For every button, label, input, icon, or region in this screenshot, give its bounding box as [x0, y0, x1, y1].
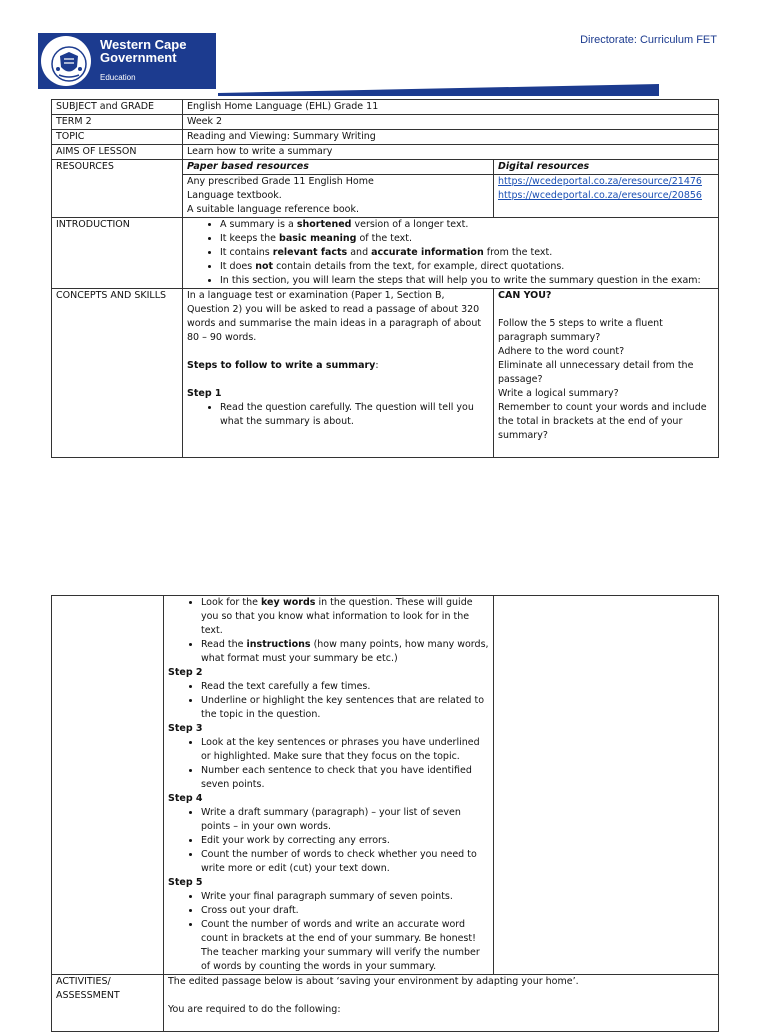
row-concepts	[52, 289, 719, 458]
step4-list	[168, 806, 489, 876]
row-activities	[52, 975, 719, 1032]
crest-badge	[41, 36, 91, 86]
header-accent-bar	[218, 84, 659, 96]
step4-heading: Step 4	[168, 793, 203, 804]
step5-heading: Step 5	[168, 877, 203, 888]
can-you-heading: CAN YOU?	[498, 290, 552, 301]
list-item: • Read the instructions (how many points, how many words, what format must your summary be etc.)	[201, 638, 489, 666]
row-topic	[52, 130, 719, 145]
wcg-logo	[38, 33, 216, 89]
can-you-content	[494, 289, 719, 458]
list-item: • Edit your work by correcting any errors.	[201, 834, 489, 848]
list-item: • Read the question carefully. The question will tell you what the summary is about.	[220, 401, 489, 429]
row-aims	[52, 145, 719, 160]
term-label: TERM 2	[52, 115, 183, 130]
resources-label: RESOURCES	[52, 160, 183, 218]
lesson-table-page2	[51, 595, 719, 1032]
list-item: • Underline or highlight the key sentences that are related to the topic in the question.	[201, 694, 489, 722]
step2-list	[168, 680, 489, 722]
introduction-list	[187, 218, 714, 288]
row-introduction	[52, 218, 719, 289]
can-you-item: Remember to count your words and include the total in brackets at the end of your summary?	[498, 402, 707, 441]
step5-list	[168, 890, 489, 974]
step2-heading: Step 2	[168, 667, 203, 678]
list-item: • Cross out your draft.	[201, 904, 489, 918]
can-you-item: Follow the 5 steps to write a fluent paragraph summary?	[498, 318, 663, 343]
aims-value: Learn how to write a summary	[183, 145, 719, 160]
activities-instruction: You are required to do the following:	[168, 1004, 341, 1015]
list-item: • Count the number of words to check whether you need to write more or edit (cut) your text down.	[201, 848, 489, 876]
lesson-table-page1	[51, 99, 719, 458]
empty-label-cell	[52, 596, 164, 975]
row-resources-headings	[52, 160, 719, 175]
empty-right-cell	[494, 596, 719, 975]
coat-of-arms-icon	[50, 45, 88, 83]
paper-resource-line: Any prescribed Grade 11 English Home	[187, 176, 374, 187]
paper-resource-line: Language textbook.	[187, 190, 282, 201]
list-item: • It keeps the basic meaning of the text.	[220, 232, 714, 246]
list-item: • Write a draft summary (paragraph) – your list of seven points – in your own words.	[201, 806, 489, 834]
activities-content	[164, 975, 719, 1032]
introduction-content	[183, 218, 719, 289]
list-item: • A summary is a shortened version of a longer text.	[220, 218, 714, 232]
list-item: • Number each sentence to check that you have identified seven points.	[201, 764, 489, 792]
concepts-paragraph: In a language test or examination (Paper 1, Section B, Question 2) you will be asked to read a passage of about 320 words and summarise the main ideas in a paragraph of about 80 – 90 words.	[187, 290, 482, 343]
row-subject	[52, 100, 719, 115]
activities-intro: The edited passage below is about ‘saving your environment by adapting your home’.	[168, 976, 579, 987]
directorate-label: Directorate: Curriculum FET	[580, 34, 717, 46]
list-item: • In this section, you will learn the steps that will help you to write the summary question in the exam:	[220, 274, 714, 288]
list-item: • Write your final paragraph summary of seven points.	[201, 890, 489, 904]
topic-value: Reading and Viewing: Summary Writing	[183, 130, 719, 145]
list-item: • Count the number of words and write an accurate word count in brackets at the end of your summary. Be honest! The teacher marking your summary will verify the number of words by counting the words in your summary.	[201, 918, 489, 974]
can-you-item: Write a logical summary?	[498, 388, 619, 399]
list-item: • Look at the key sentences or phrases you have underlined or highlighted. Make sure that they focus on the topic.	[201, 736, 489, 764]
term-value: Week 2	[183, 115, 719, 130]
logo-line3: Education	[100, 73, 136, 82]
step1-heading: Step 1	[187, 388, 222, 399]
digital-resources	[494, 175, 719, 218]
aims-label: AIMS OF LESSON	[52, 145, 183, 160]
list-item: • Read the text carefully a few times.	[201, 680, 489, 694]
list-item: • Look for the key words in the question. These will guide you so that you know what information to look for in the text.	[201, 596, 489, 638]
steps-content	[164, 596, 494, 975]
paper-resource-line: A suitable language reference book.	[187, 204, 360, 215]
list-item: • It contains relevant facts and accurate information from the text.	[220, 246, 714, 260]
subject-value: English Home Language (EHL) Grade 11	[183, 100, 719, 115]
step3-heading: Step 3	[168, 723, 203, 734]
concepts-content	[183, 289, 494, 458]
introduction-label: INTRODUCTION	[52, 218, 183, 289]
paper-resources	[183, 175, 494, 218]
row-steps-continued	[52, 596, 719, 975]
steps-heading: Steps to follow to write a summary:	[187, 360, 379, 371]
row-term	[52, 115, 719, 130]
topic-label: TOPIC	[52, 130, 183, 145]
logo-line1: Western Cape	[100, 37, 187, 52]
resource-link-21476[interactable]: https://wcedeportal.co.za/eresource/21476	[498, 176, 702, 187]
step3-list	[168, 736, 489, 792]
activities-label: ACTIVITIES/ ASSESSMENT	[52, 975, 164, 1032]
resource-link-20856[interactable]: https://wcedeportal.co.za/eresource/20856	[498, 190, 702, 201]
logo-line2: Government	[100, 50, 177, 65]
subject-label: SUBJECT and GRADE	[52, 100, 183, 115]
step1-continued-list	[168, 596, 489, 666]
digital-resources-heading: Digital resources	[494, 160, 719, 175]
list-item: • It does not contain details from the text, for example, direct quotations.	[220, 260, 714, 274]
paper-resources-heading: Paper based resources	[183, 160, 494, 175]
concepts-label: CONCEPTS AND SKILLS	[52, 289, 183, 458]
step1-list	[187, 401, 489, 429]
can-you-item: Adhere to the word count?	[498, 346, 625, 357]
can-you-item: Eliminate all unnecessary detail from the passage?	[498, 360, 694, 385]
